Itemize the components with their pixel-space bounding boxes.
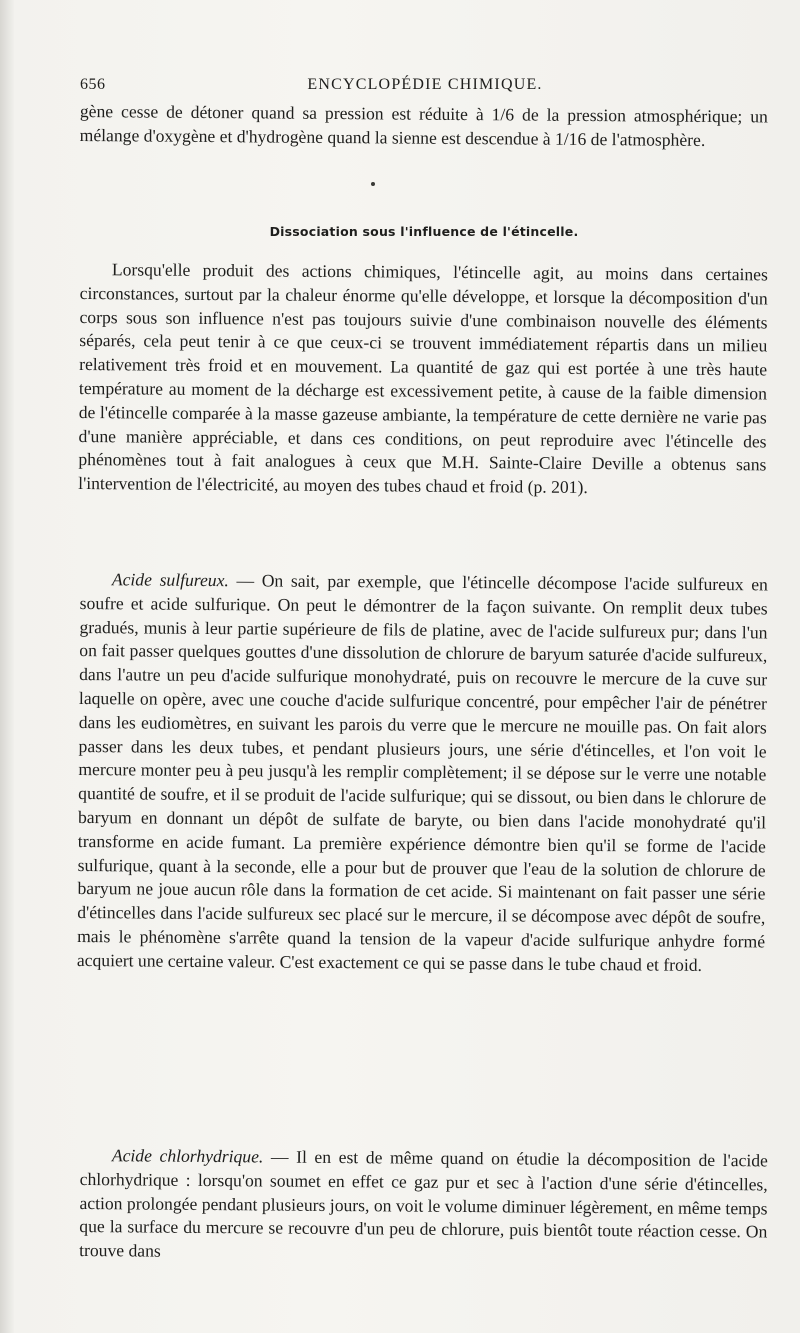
intro-paragraph [80,100,768,153]
print-speck [371,182,375,186]
etincelle-paragraph [78,258,768,501]
sulfureux-paragraph [77,568,768,978]
chlorhydrique-lead: Acide chlorhydrique. [111,1145,264,1167]
chlorhydrique-body [79,1144,768,1268]
etincelle-text: Lorsqu'elle produit des actions chimiques, l'étincelle agit, au moins dans certaines circonstances, surtout par la chaleur énorme qu'elle développe, et lorsque la décomposition d'un corps sous son influence n'est pas toujours suivie d'une combinaison nouvelle des éléments séparés, cela peut tenir à ce que ceux-ci se trouvent immédiatement répartis dans un milieu relativement très froid et en mouvement. La quantité de gaz qui est portée à une très haute température au moment de la décharge est excessivement petite, à cause de la faible dimension de l'étincelle comparée à la masse gazeuse ambiante, la température de cette dernière ne varie pas d'une manière appréciable, et dans ces conditions, on peut reproduire avec l'étincelle des phénomènes tout à fait analogues à ceux que M.H. Sainte-Claire Deville a obtenus sans l'intervention de l'électricité, au moyen des tubes chaud et froid (p. 201). [78,259,768,498]
section-heading: Dissociation sous l'influence de l'étincelle. [269,224,579,239]
intro-text: gène cesse de détoner quand sa pression est réduite à 1/6 de la pression atmosphérique; un mélange d'oxygène et d'hydrogène quand la sienne est descendue à 1/16 de l'atmosphère. [79,100,768,150]
running-title: ENCYCLOPÉDIE CHIMIQUE. [307,76,543,93]
sulfureux-body [77,568,768,978]
sulfureux-lead: Acide sulfureux. [111,569,229,591]
page-number: 656 [80,76,106,93]
chlorhydrique-text: — Il en est de même quand on étudie la décomposition de l'acide chlorhydrique : lorsqu'on soumet en effet ce gaz pur et sec à l'action d'une série d'étincelles, action prolongée pendant plusieurs jours, on voit le volume diminuer légèrement, en même temps que la surface du mercure se recouvre d'un peu de chlorure, puis bientôt toute réaction cesse. On trouve dans [79,1146,768,1261]
chlorhydrique-paragraph [79,1144,768,1268]
page-header [80,76,770,98]
sulfureux-text: — On sait, par exemple, que l'étincelle décompose l'acide sulfureux en soufre et acide sulfurique. On peut le démontrer de la façon suivante. On remplit deux tubes gradués, munis à leur partie supérieure de fils de platine, avec de l'acide sulfureux pur; dans l'un on fait passer quelques gouttes d'une dissolution de chlorure de baryum saturée d'acide sulfureux, dans l'autre un peu d'acide sulfurique monohydraté, puis on recouvre le mercure de la cuve sur laquelle on opère, avec une couche d'acide sulfurique concentré, pour empêcher l'air de pénétrer dans les eudiomètres, en suivant les parois du verre que le mercure ne mouille pas. On fait alors passer dans les deux tubes, et pendant plusieurs jours, une série d'étincelles, et l'on voit le mercure monter peu à peu jusqu'à les remplir complètement; il se dépose sur le verre une notable quantité de soufre, et il se produit de l'acide sulfurique; qui se dissout, ou bien dans le chlorure de baryum en donnant un dépôt de sulfate de baryte, ou bien dans l'acide monohydraté qu'il transforme en acide fumant. La première expérience démontre bien qu'il se forme de l'acide sulfurique, quant à la seconde, elle a pour but de prouver que l'eau de la solution de chlorure de baryum ne joue aucun rôle dans la formation de cet acide. Si maintenant on fait passer une série d'étincelles dans l'acide sulfureux sec placé sur le mercure, il se décompose avec dépôt de soufre, mais le phénomène s'arrête quand la tension de la vapeur d'acide sulfurique anhydre formé acquiert une certaine valeur. C'est exactement ce qui se passe dans le tube chaud et froid. [76,570,768,975]
page-gutter-shadow [0,0,14,1333]
